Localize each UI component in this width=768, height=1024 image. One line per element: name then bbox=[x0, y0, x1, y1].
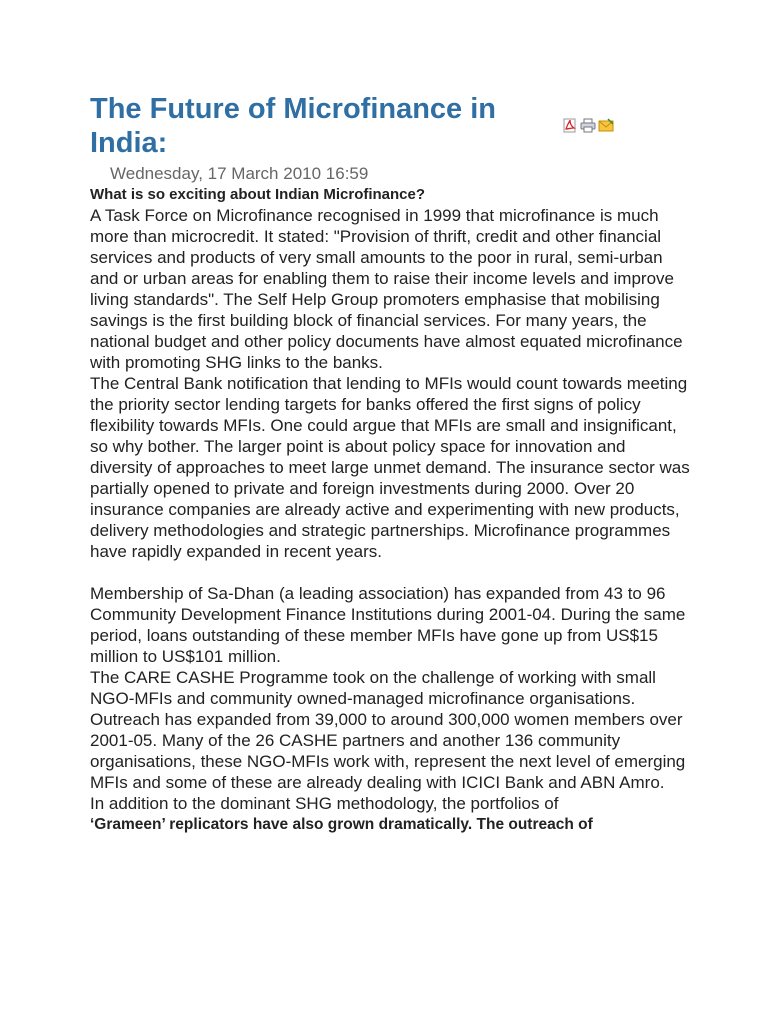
article-header bbox=[90, 92, 690, 160]
paragraph-2: The Central Bank notification that lending to MFIs would count towards meeting the priority sector lending targets for banks offered the first signs of policy flexibility towards MFIs. One could argue that MFIs are small and insignificant, so why bother. The larger point is about policy space for innovation and diversity of approaches to meet large unmet demand. The insurance sector was partially opened to private and foreign investments during 2000. Over 20 insurance companies are already active and experimenting with new products, delivery methodologies and strategic partnerships. Microfinance programmes have rapidly expanded in recent years. bbox=[90, 374, 690, 561]
paragraph-1: A Task Force on Microfinance recognised in 1999 that microfinance is much more than microcredit. It stated: "Provision of thrift, credit and other financial services and products of very small amounts to the poor in rural, semi-urban and or urban areas for enabling them to raise their income levels and improve living standards". The Self Help Group promoters emphasise that mobilising savings is the first building block of financial services. For many years, the national budget and other policy documents have almost equated microfinance with promoting SHG links to the banks. bbox=[90, 206, 683, 372]
paragraph-3: Membership of Sa-Dhan (a leading association) has expanded from 43 to 96 Community Development Finance Institutions during 2001-04. During the same period, loans outstanding of these member MFIs have gone up from US$15 million to US$101 million. bbox=[90, 584, 686, 666]
article-title: The Future of Microfinance in India: bbox=[90, 93, 497, 159]
article-body bbox=[90, 184, 690, 835]
article-date: Wednesday, 17 March 2010 16:59 bbox=[110, 164, 369, 183]
print-icon[interactable] bbox=[580, 118, 596, 133]
paragraph-4: The CARE CASHE Programme took on the challenge of working with small NGO-MFIs and community owned-managed microfinance organisations. Outreach has expanded from 39,000 to around 300,000 women members over 2001-05. Many of the 26 CASHE partners and another 136 community organisations, these NGO-MFIs work with, represent the next level of emerging MFIs and some of these are already dealing with ICICI Bank and ABN Amro. bbox=[90, 668, 686, 792]
document-tools bbox=[562, 118, 614, 133]
article-question: What is so exciting about Indian Microfinance? bbox=[90, 186, 426, 203]
pdf-icon[interactable] bbox=[562, 118, 578, 133]
article bbox=[90, 92, 690, 835]
paragraph-spacer bbox=[90, 562, 690, 583]
paragraph-5: In addition to the dominant SHG methodology, the portfolios of bbox=[90, 794, 559, 813]
email-icon[interactable] bbox=[598, 118, 614, 133]
paragraph-5-continued: ‘Grameen’ replicators have also grown dramatically. The outreach of bbox=[90, 816, 593, 833]
